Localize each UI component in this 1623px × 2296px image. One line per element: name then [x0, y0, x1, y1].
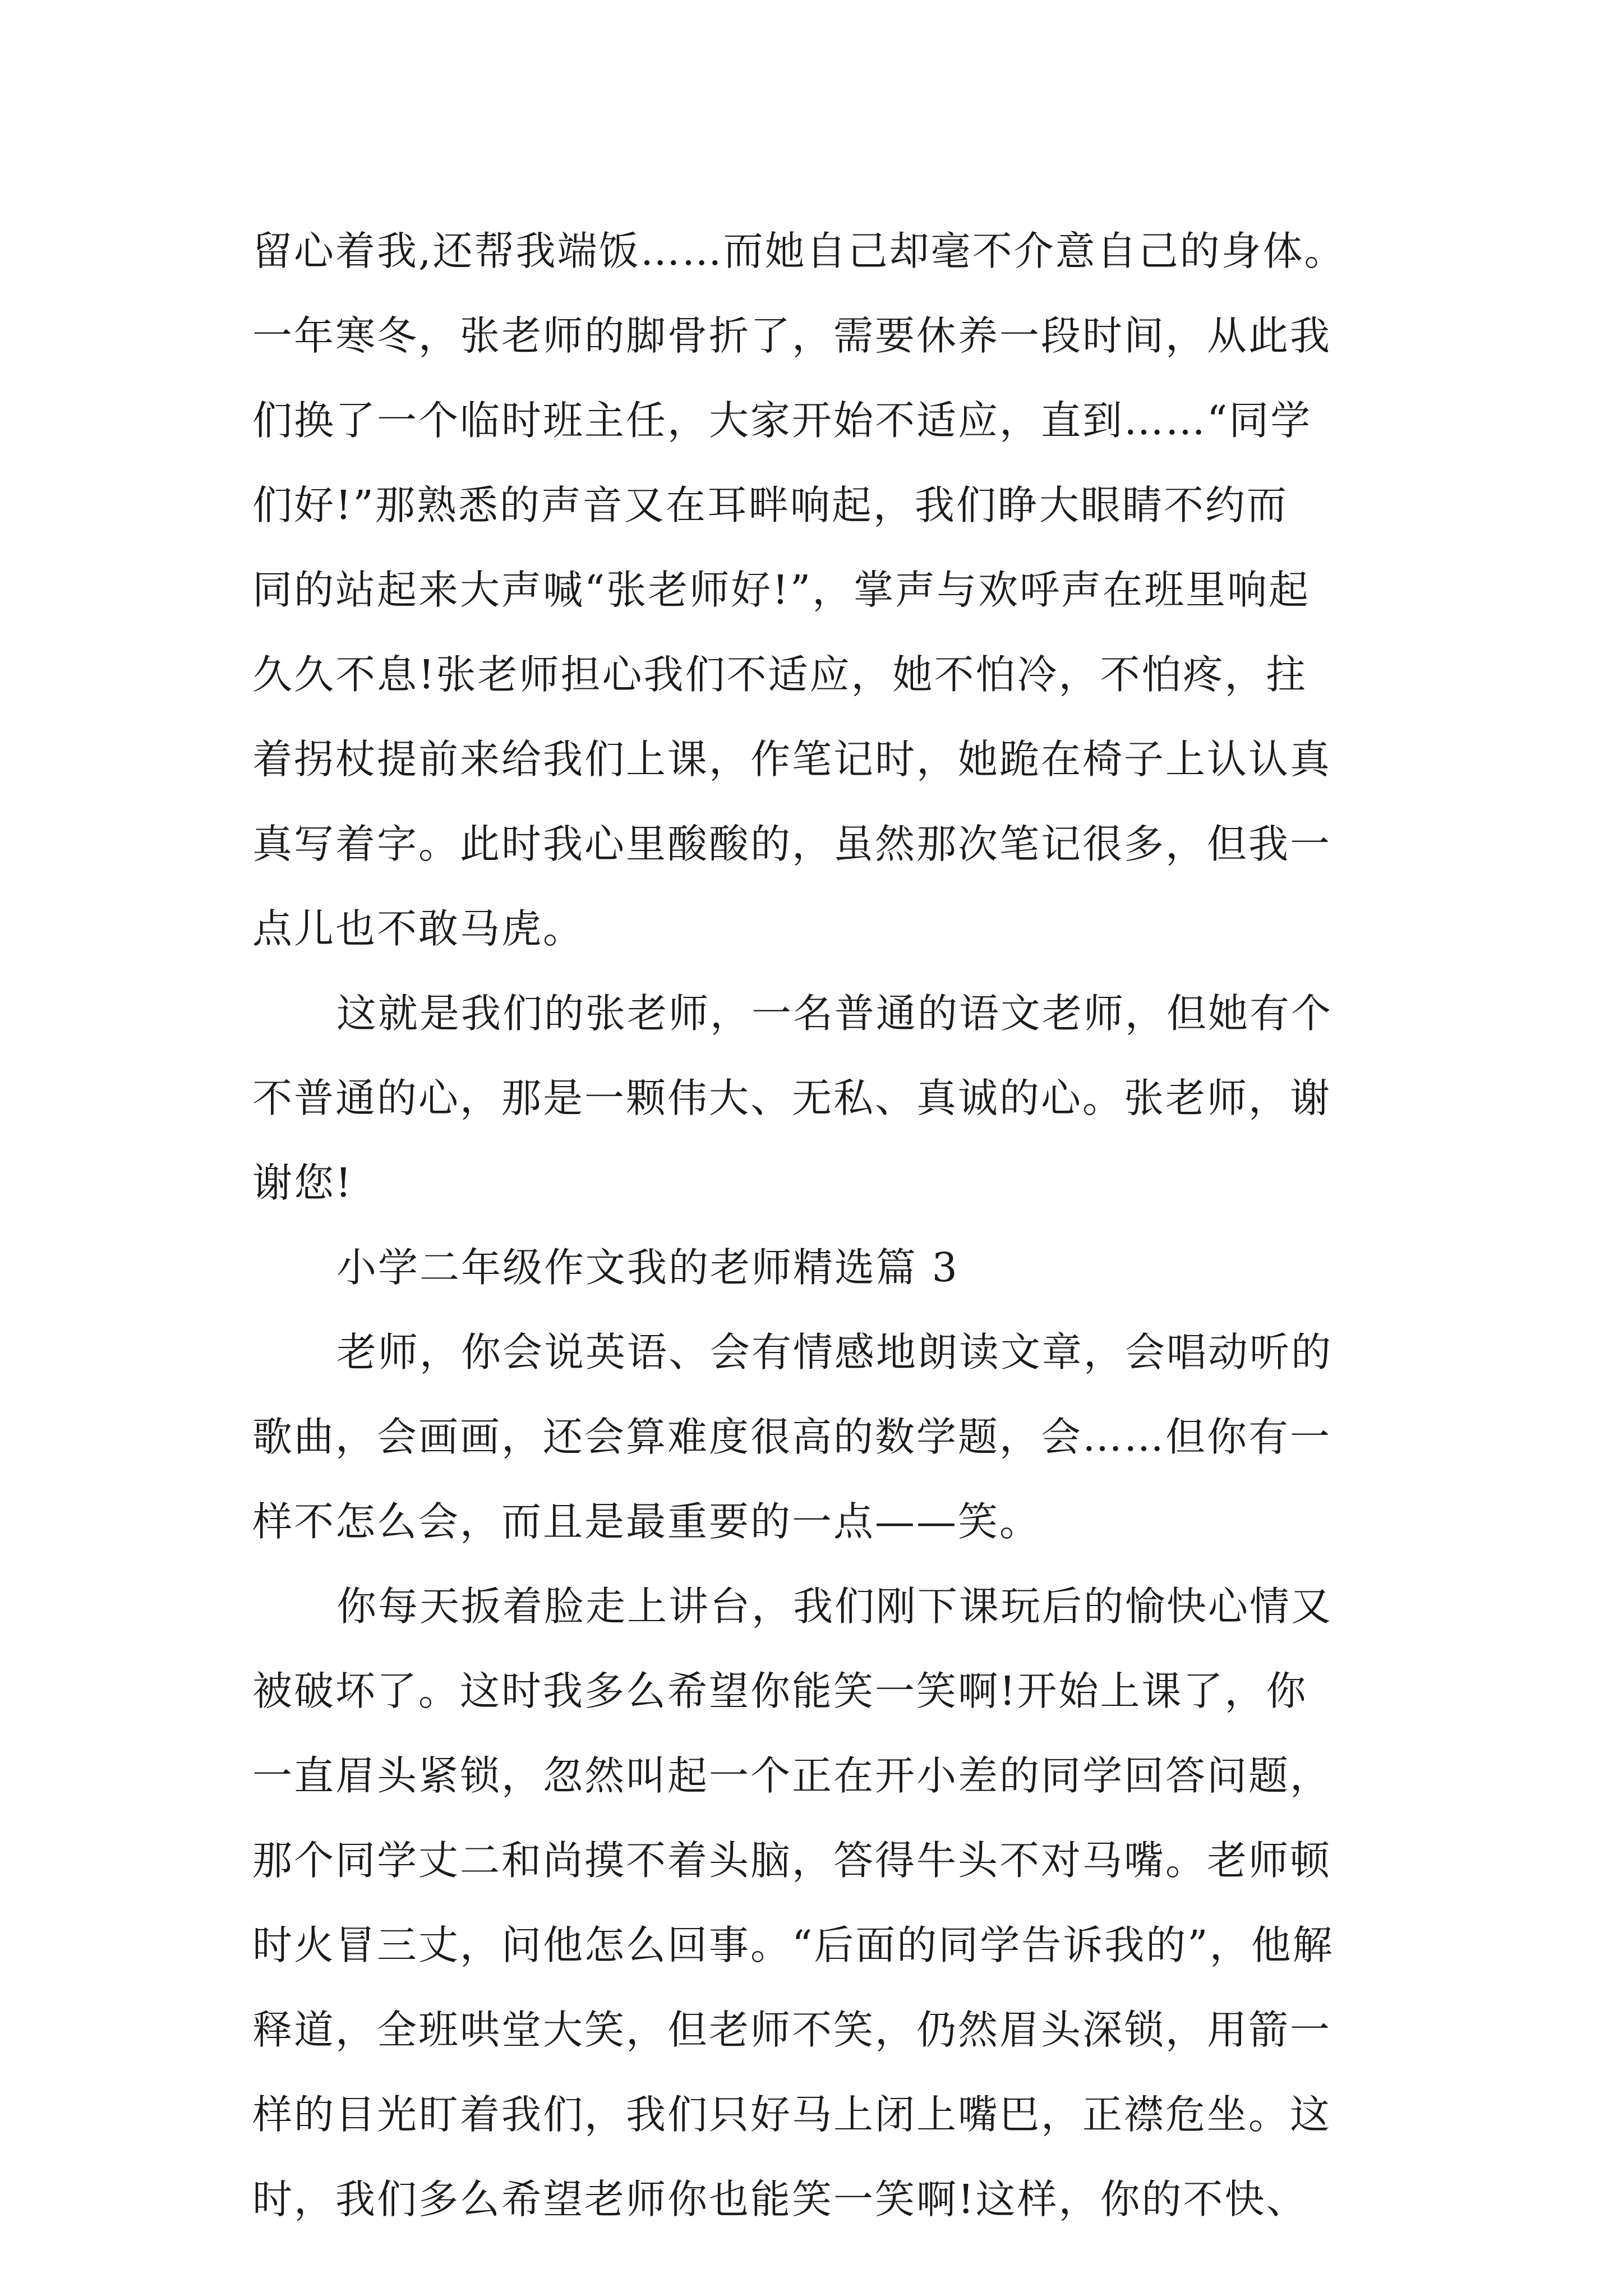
paragraph-classroom [252, 1564, 1447, 2242]
paragraph-teacher-skills [252, 1310, 1447, 1564]
text-line: 时火冒三丈，问他怎么回事。“后面的同学告诉我的”，他解 [252, 1922, 1334, 1968]
paragraph-conclusion [252, 971, 1447, 1225]
text-line: 时，我们多么希望老师你也能笑一笑啊!这样，你的不快、 [252, 2176, 1308, 2223]
text-line: 你每天扳着脸走上讲台，我们刚下课玩后的愉快心情又 [336, 1583, 1333, 1630]
text-line: 们换了一个临时班主任，大家开始不适应，直到……“同学 [252, 397, 1312, 444]
text-line: 释道，全班哄堂大笑，但老师不笑，仍然眉头深锁，用箭一 [252, 2007, 1332, 2053]
section-heading [252, 1225, 1447, 1310]
essay-title: 小学二年级作文我的老师精选篇 3 [336, 1244, 959, 1291]
text-line: 歌曲，会画画，还会算难度很高的数学题，会……但你有一 [252, 1414, 1332, 1460]
text-line: 谢您! [252, 1159, 353, 1206]
text-line: 真写着字。此时我心里酸酸的，虽然那次笔记很多，但我一 [252, 821, 1332, 867]
text-line: 们好!”那熟悉的声音又在耳畔响起，我们睁大眼睛不约而 [252, 482, 1288, 528]
text-line: 样不怎么会，而且是最重要的一点——笑。 [252, 1498, 1041, 1545]
text-line: 样的目光盯着我们，我们只好马上闭上嘴巴，正襟危坐。这 [252, 2091, 1332, 2138]
text-line: 久久不息!张老师担心我们不适应，她不怕冷，不怕疼，拄 [252, 651, 1308, 698]
text-line: 留心着我,还帮我端饭……而她自己却毫不介意自己的身体。 [252, 228, 1346, 274]
text-line: 点儿也不敢马虎。 [252, 905, 585, 952]
text-line: 不普通的心，那是一颗伟大、无私、真诚的心。张老师，谢 [252, 1075, 1332, 1121]
text-line: 一直眉头紧锁，忽然叫起一个正在开小差的同学回答问题， [252, 1752, 1332, 1799]
document-body [252, 209, 1447, 2242]
text-line: 同的站起来大声喊“张老师好!”，掌声与欢呼声在班里响起 [252, 567, 1311, 613]
text-line: 老师，你会说英语、会有情感地朗读文章，会唱动听的 [336, 1329, 1333, 1375]
text-line: 那个同学丈二和尚摸不着头脑，答得牛头不对马嘴。老师顿 [252, 1837, 1332, 1884]
text-line: 这就是我们的张老师，一名普通的语文老师，但她有个 [336, 990, 1333, 1037]
text-line: 被破坏了。这时我多么希望你能笑一笑啊!开始上课了，你 [252, 1668, 1308, 1714]
text-line: 一年寒冬，张老师的脚骨折了，需要休养一段时间，从此我 [252, 312, 1332, 359]
text-line: 着拐杖提前来给我们上课，作笔记时，她跪在椅子上认认真 [252, 736, 1332, 783]
paragraph-teacher-injury [252, 209, 1447, 971]
